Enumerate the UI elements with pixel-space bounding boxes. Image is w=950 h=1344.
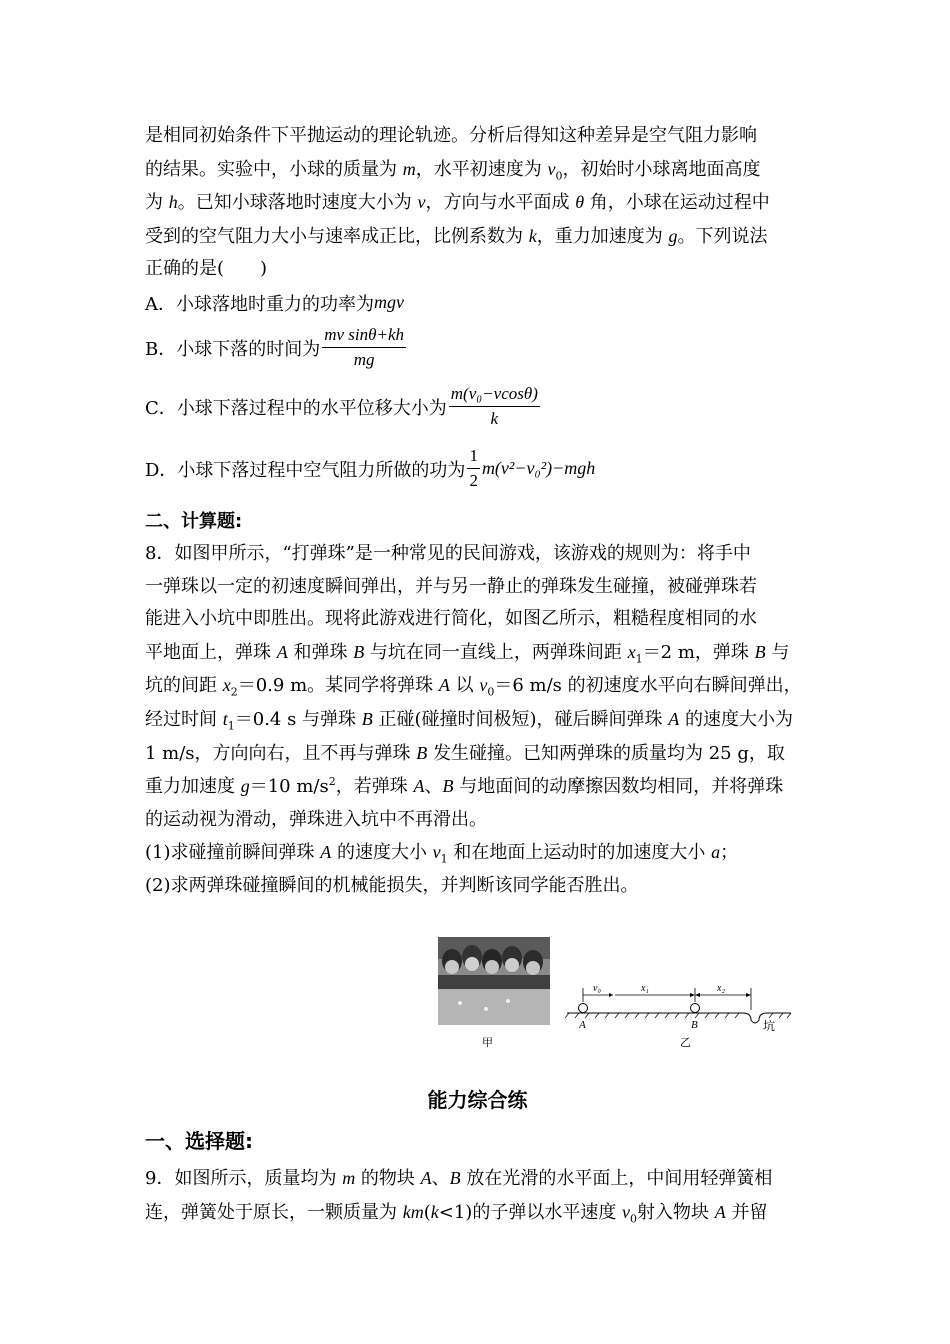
option-b: B．小球下落的时间为 $\frac{\text{mv sinθ+kh}}{mg}$ [145,325,405,370]
q8-line-3: 能进入小坑中即胜出。现将此游戏进行简化，如图乙所示，粗糙程度相同的水 [145,608,757,630]
label-v0: v₀ [593,983,601,994]
section-title: 能力综合练 [427,1088,528,1112]
q8-line-4: 平地面上，弹珠 A 和弹珠 B 与坑在同一直线上，两弹珠间距 $x_1=2$ m，弹珠 B 与 [145,641,790,666]
q8-line-7: 1 m/s，方向向右，且不再与弹珠 B 发生碰撞。已知两弹珠的质量均为 25 g，取 [145,742,785,764]
ground-line [565,1013,791,1023]
lower-section [145,1084,810,1229]
q8-line-1: 8．如图甲所示，“打弹珠”是一种常见的民间游戏，该游戏的规则为：将手中 [145,542,751,564]
marbles-schematic [565,980,795,1040]
q8-line-6: 经过时间 $t_1=0.4$ s 与弹珠 B 正碰(碰撞时间极短)，碰后瞬间弹珠 A 的速度大小为 [145,708,794,733]
label-b: B [691,1019,698,1031]
q8-line-9: 的运动视为滑动，弹珠进入坑中不再滑出。 [145,808,487,830]
option-c: C．小球下落过程中的水平位移大小为 $\frac{\text{m(v₀−vcosθ)}}{k}$ [145,384,538,429]
page-content [145,120,810,903]
q9-line-1: 9．如图所示，质量均为 m 的物块 A、B 放在光滑的水平面上，中间用轻弹簧相 [145,1168,773,1189]
label-a: A [579,1019,586,1031]
marbles-photo-illustration [438,937,550,1025]
intro-line-1: 是相同初始条件下平抛运动的理论轨迹。分析后得知这种差异是空气阻力影响 [145,125,757,146]
option-c-fraction: $\frac{\text{m(v₀−vcosθ)}}{k}$ [450,384,538,429]
label-x1: x₁ [641,983,649,994]
intro-line-3: 为 h。已知小球落地时速度大小为 v，方向与水平面成 θ 角，小球在运动过程中 [145,192,770,214]
label-x2: x₂ [717,983,725,994]
option-b-fraction: $\frac{\text{mv sinθ+kh}}{mg}$ [324,325,405,370]
marbles-photo [438,937,550,1025]
figure-caption-b: 乙 [680,1036,691,1049]
option-d: D．小球下落过程中空气阻力所做的功为 $\frac{1}{2}$ m(v²−v₀²)−mgh [145,446,596,491]
q8-question-1: (1)求碰撞前瞬间弹珠 A 的速度大小 $v_1$ 和在地面上运动时的加速度大小 a； [145,842,739,866]
intro-line-5: 正确的是( ) [145,258,268,280]
q8-line-8: 重力加速度 g＝10 $m/s^2$，若弹珠 A、B 与地面间的动摩擦因数均相同，并将弹珠 [145,775,784,798]
q8-line-5: 坑的间距 $x_2=0.9$ m。某同学将弹珠 A 以 $v_0=6$ m/s 的初速度水平向右瞬间弹出， [145,675,802,699]
q9-line-2: 连，弹簧处于原长，一颗质量为 km(k<1)的子弹以水平速度 $v_0$射入物块 A 并留 [145,1201,768,1226]
option-a: A．小球落地时重力的功率为 mgv [145,292,404,315]
label-pit: 坑 [763,1019,776,1033]
option-d-fraction: $\frac{1}{2}$ [469,446,478,491]
marble-a [579,1004,588,1013]
calc-heading: 二、计算题: [145,510,243,532]
q8-question-2: (2)求两弹珠碰撞瞬间的机械能损失，并判断该同学能否胜出。 [145,874,639,896]
marble-b [691,1004,700,1013]
intro-line-4: 受到的空气阻力大小与速率成正比，比例系数为 k，重力加速度为 g。下列说法 [145,225,768,247]
figure-caption-a: 甲 [482,1036,493,1049]
intro-line-2: 的结果。实验中，小球的质量为 m，水平初速度为 $v_0$，初始时小球离地面高度 [145,158,761,183]
choice-heading: 一、选择题: [145,1129,253,1153]
q8-line-2: 一弹珠以一定的初速度瞬间弹出，并与另一静止的弹珠发生碰撞，被碰弹珠若 [145,575,757,597]
